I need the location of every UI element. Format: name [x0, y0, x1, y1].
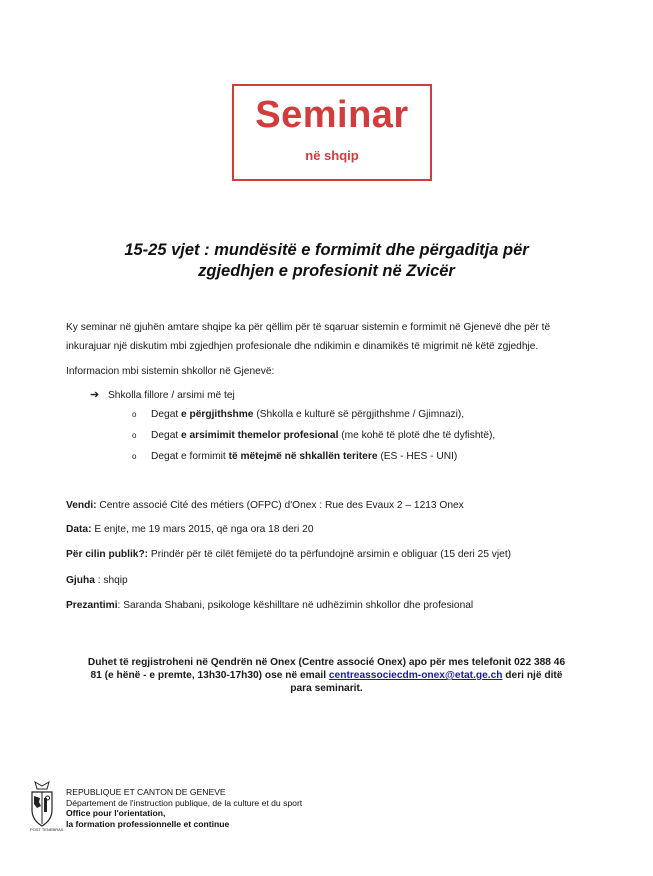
audience-line: Për cilin publik?: Prindër për të cilët fëmijetë do ta përfundojnë arsimin e obliguar (15 deri 25 vjet)	[66, 549, 512, 560]
svg-text:POST TENEBRAS: POST TENEBRAS	[30, 827, 64, 832]
registration-note	[66, 656, 587, 695]
arrow-right-icon: ➔	[90, 389, 100, 401]
page-title	[60, 240, 593, 282]
title-line-2: zgjedhjen e profesionit në Zvicër	[198, 262, 455, 280]
list-item: Degat e formimit të mëtejmë në shkallën teritere (ES - HES - UNI)	[151, 451, 458, 462]
footer-formation: la formation professionnelle et continue	[66, 818, 230, 829]
circle-bullet-icon: o	[132, 431, 137, 440]
school-level-1: Shkolla fillore / arsimi më tej	[108, 390, 235, 401]
email-link[interactable]: centreassociecdm-onex@etat.ge.ch	[328, 670, 503, 681]
title-line-1: 15-25 vjet : mundësitë e formimit dhe përgaditja për	[124, 241, 529, 259]
footer-office: Office pour l'orientation,	[66, 808, 166, 818]
footer	[66, 787, 302, 829]
info-heading: Informacion mbi sistemin shkollor në Gjenevë:	[66, 366, 275, 377]
banner-subtitle: në shqip	[305, 148, 359, 163]
language-line: Gjuha : shqip	[66, 575, 128, 586]
circle-bullet-icon: o	[132, 410, 137, 419]
intro-line-1: Ky seminar në gjuhën amtare shqipe ka për qëllim për të sqaruar sistemin e formimit në Gjenevë dhe për të	[66, 322, 551, 333]
seminar-banner	[232, 84, 432, 181]
list-item: Degat e përgjithshme (Shkolla e kulturë së përgjithshme / Gjimnazi),	[151, 409, 465, 420]
circle-bullet-icon: o	[132, 452, 137, 461]
footer-department: Département de l'instruction publique, de la culture et du sport	[66, 797, 303, 808]
presenter-line: Prezantimi: Saranda Shabani, psikologe këshilltare në udhëzimin shkollor dhe profesional	[66, 600, 474, 611]
footer-republic: REPUBLIQUE ET CANTON DE GENEVE	[66, 787, 226, 797]
geneva-coat-of-arms-icon	[28, 780, 64, 832]
venue-line: Vendi: Centre associé Cité des métiers (OFPC) d'Onex : Rue des Evaux 2 – 1213 Onex	[66, 500, 464, 511]
banner-title: Seminar	[255, 94, 409, 136]
intro-line-2: inkurajuar një diskutim mbi zgjedhjen profesionale dhe ndikimin e dinamikës të migrimit në këtë zgjedhje.	[66, 341, 539, 352]
list-item: Degat e arsimimit themelor profesional (me kohë të plotë dhe të dyfishtë),	[151, 430, 496, 441]
registration-line-2: 81 (e hënë - e premte, 13h30-17h30) ose në email centreassociecdm-onex@etat.ge.ch deri një ditë	[90, 670, 563, 681]
date-line: Data: E enjte, me 19 mars 2015, që nga ora 18 deri 20	[66, 524, 314, 535]
registration-line-3: para seminarit.	[290, 683, 363, 694]
registration-line-1: Duhet të regjistroheni në Qendrën në Onex (Centre associé Onex) apo për mes telefonit 022 388 46	[87, 657, 566, 668]
